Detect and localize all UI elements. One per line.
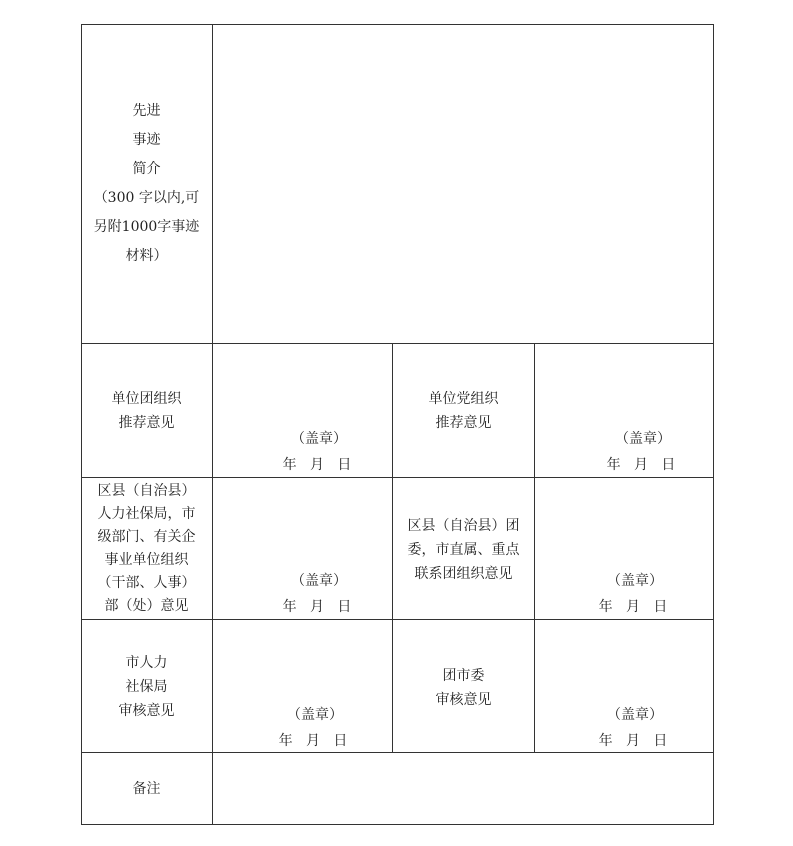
deeds-label-line: 另附1000字事迹 xyxy=(93,219,200,235)
unit-league-opinion-label: 单位团组织 推荐意见 xyxy=(111,391,182,431)
deeds-label xyxy=(81,89,212,279)
city-hr-review-label: 市人力 社保局 审核意见 xyxy=(118,655,175,719)
deeds-content-field[interactable] xyxy=(213,25,713,343)
seal-block xyxy=(586,429,696,475)
seal-date: 年 月 日 xyxy=(606,457,676,473)
seal-date: 年 月 日 xyxy=(598,599,668,615)
unit-party-opinion-label: 单位党组织 推荐意见 xyxy=(428,391,499,431)
seal-date: 年 月 日 xyxy=(278,733,348,749)
deeds-label-line: 先进 xyxy=(132,103,161,119)
seal-stamp: （盖章） xyxy=(287,707,343,723)
remarks-field[interactable] xyxy=(213,753,713,824)
seal-stamp: （盖章） xyxy=(291,573,347,589)
deeds-label-line: 简介 xyxy=(132,161,161,177)
deeds-label-line: 材料） xyxy=(125,248,168,264)
seal-stamp: （盖章） xyxy=(607,573,663,589)
seal-block xyxy=(258,705,368,751)
district-hr-opinion-label: 区县（自治县） 人力社保局，市 级部门、有关企 事业单位组织 （干部、人事） 部（处）意见 xyxy=(97,482,196,614)
seal-block xyxy=(578,571,688,617)
seal-stamp: （盖章） xyxy=(615,431,671,447)
seal-stamp: （盖章） xyxy=(607,707,663,723)
city-league-review-label: 团市委 审核意见 xyxy=(435,668,492,708)
deeds-label-line: 事迹 xyxy=(132,132,161,148)
seal-date: 年 月 日 xyxy=(282,599,352,615)
seal-date: 年 月 日 xyxy=(282,457,352,473)
deeds-label-line: （300 字以内,可 xyxy=(93,190,200,206)
seal-stamp: （盖章） xyxy=(291,431,347,447)
seal-block xyxy=(262,429,372,475)
column-divider xyxy=(534,343,535,752)
district-league-opinion-label: 区县（自治县）团 委，市直属、重点 联系团组织意见 xyxy=(407,518,520,582)
seal-date: 年 月 日 xyxy=(598,733,668,749)
row-divider xyxy=(81,343,714,344)
row-divider xyxy=(81,619,714,620)
seal-block xyxy=(262,571,372,617)
remarks-label: 备注 xyxy=(132,781,161,797)
seal-block xyxy=(578,705,688,751)
